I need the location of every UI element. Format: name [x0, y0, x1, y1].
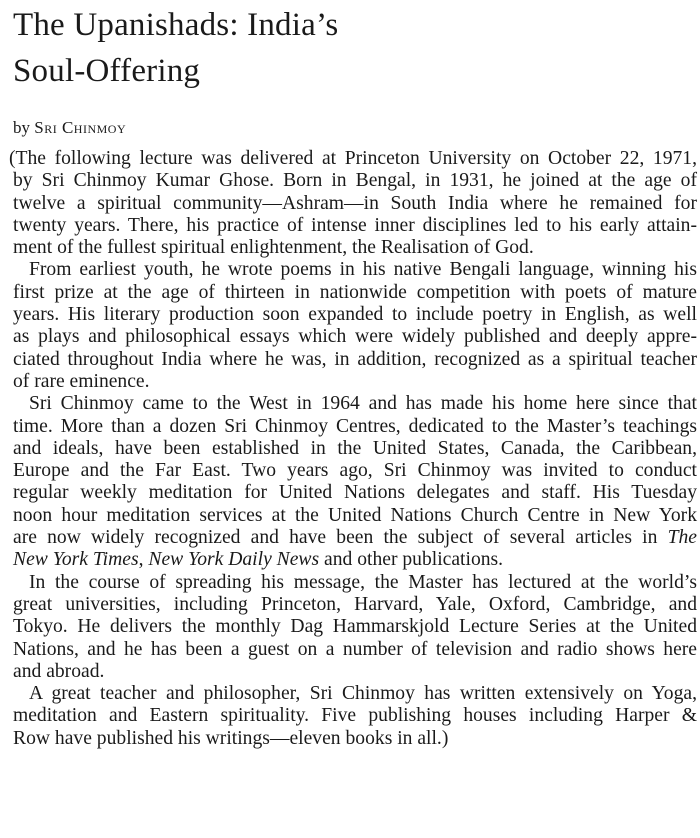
- text-line: (The following lecture was delivered at Princeton University on October 22, 1971,: [9, 148, 697, 169]
- publication-title: New York Daily News: [148, 549, 320, 571]
- text-line: twenty years. There, his practice of intense inner disciplines led to his early attain-: [13, 214, 697, 236]
- text-line: as plays and philosophical essays which were widely published and deeply appre-: [13, 326, 697, 348]
- article-intro: [9, 148, 697, 750]
- byline-author: Sri Chinmoy: [34, 118, 127, 137]
- text-segment: ,: [138, 549, 149, 571]
- text-line: and ideals, have been established in the United States, Canada, the Caribbean,: [13, 437, 697, 459]
- paragraph: [13, 259, 697, 393]
- text-line: Tokyo. He delivers the monthly Dag Hammarskjold Lecture Series at the United: [13, 616, 697, 638]
- text-line: years. His literary production soon expanded to include poetry in English, as well: [13, 304, 697, 326]
- text-line: regular weekly meditation for United Nations delegates and staff. His Tuesday: [13, 482, 697, 504]
- text-line: by Sri Chinmoy Kumar Ghose. Born in Bengal, in 1931, he joined at the age of: [13, 170, 697, 192]
- text-line: Row have published his writings—eleven books in all.): [13, 727, 449, 749]
- text-segment: and other publications.: [319, 549, 504, 571]
- text-line: twelve a spiritual community—Ashram—in South India where he remained for: [13, 192, 697, 214]
- text-line: of rare eminence.: [13, 370, 150, 392]
- text-line: meditation and Eastern spirituality. Five publishing houses including Harper &: [13, 705, 697, 727]
- text-line: first prize at the age of thirteen in nationwide competition with poets of mature: [13, 281, 697, 303]
- article-title-line-2: Soul-Offering: [13, 53, 201, 89]
- byline-prefix: by: [13, 118, 30, 137]
- text-line: Nations, and he has been a guest on a number of television and radio shows here: [13, 638, 697, 660]
- text-line: [13, 549, 697, 571]
- byline: [13, 117, 126, 139]
- paragraph: [9, 148, 697, 259]
- paragraph: [13, 683, 697, 750]
- publication-title: New York Times: [13, 549, 139, 571]
- article-title-line-1: The Upanishads: India’s: [13, 7, 339, 43]
- text-line: From earliest youth, he wrote poems in his native Bengali language, winning his: [29, 259, 697, 281]
- text-line: and abroad.: [13, 660, 105, 682]
- text-line: ciated throughout India where he was, in addition, recognized as a spiritual teacher: [13, 348, 697, 370]
- text-line: Europe and the Far East. Two years ago, Sri Chinmoy was invited to conduct: [13, 460, 697, 482]
- text-line: ment of the fullest spiritual enlightenment, the Realisation of God.: [13, 237, 534, 259]
- text-line: time. More than a dozen Sri Chinmoy Centres, dedicated to the Master’s teachings: [13, 415, 697, 437]
- text-line: [13, 527, 697, 549]
- text-line: Sri Chinmoy came to the West in 1964 and has made his home here since that: [29, 393, 697, 415]
- text-segment: are now widely recognized and have been the subject of several articles in: [13, 527, 658, 549]
- publication-title: The: [667, 527, 697, 549]
- text-line: great universities, including Princeton, Harvard, Yale, Oxford, Cambridge, and: [13, 593, 697, 615]
- text-line: A great teacher and philosopher, Sri Chinmoy has written extensively on Yoga,: [29, 683, 697, 705]
- paragraph: [13, 393, 697, 571]
- text-line: In the course of spreading his message, the Master has lectured at the world’s: [29, 571, 697, 593]
- paragraph: [13, 572, 697, 683]
- text-line: noon hour meditation services at the United Nations Church Centre in New York: [13, 504, 697, 526]
